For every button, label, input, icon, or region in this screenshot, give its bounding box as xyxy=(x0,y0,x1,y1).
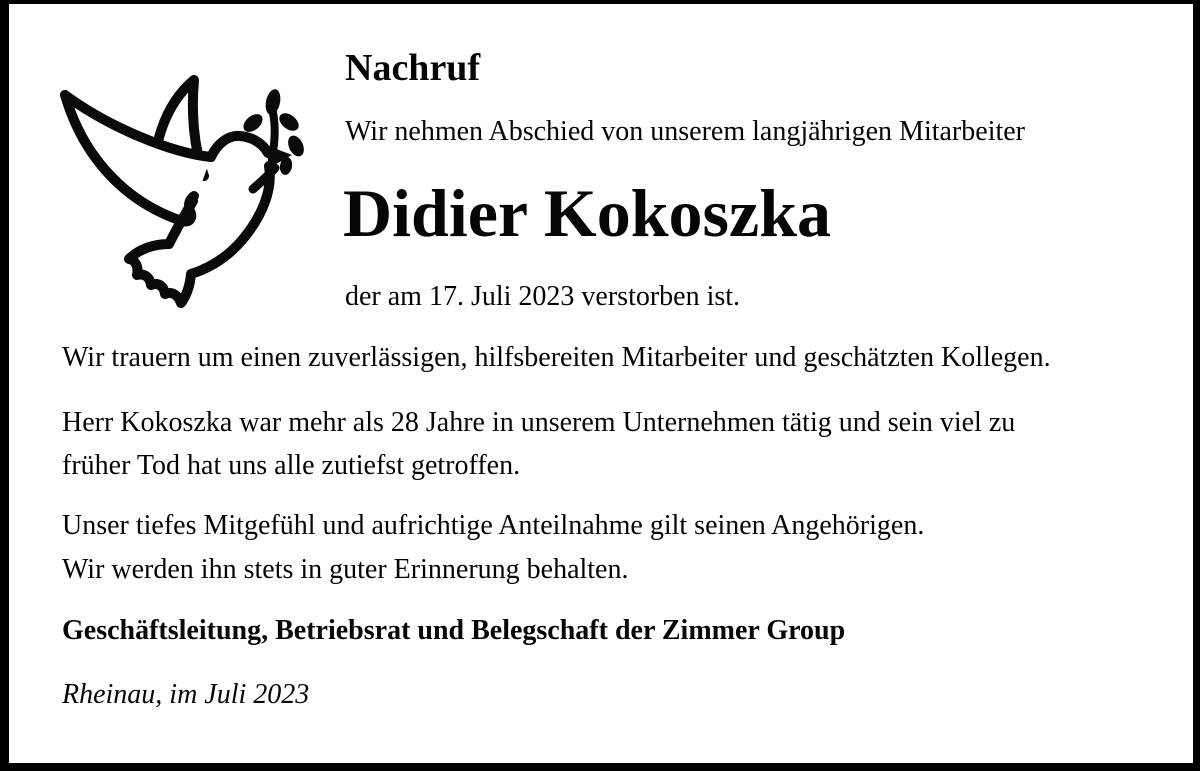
intro-line: Wir nehmen Abschied von unserem langjährigen Mitarbeiter xyxy=(345,116,1025,147)
tenure-paragraph xyxy=(62,401,1015,487)
tenure-line-1: Herr Kokoszka war mehr als 28 Jahre in unserem Unternehmen tätig und sein viel zu xyxy=(62,407,1016,438)
frame-border-right xyxy=(1193,0,1200,771)
notice-title: Nachruf xyxy=(345,47,481,89)
dove-with-olive-branch-icon xyxy=(40,58,310,308)
sympathy-line-1: Unser tiefes Mitgefühl und aufrichtige Anteilnahme gilt seinen Angehörigen. xyxy=(62,510,925,541)
death-date-line: der am 17. Juli 2023 verstorben ist. xyxy=(345,281,741,312)
frame-border-left xyxy=(0,0,9,771)
condolence-paragraph: Wir trauern um einen zuverlässigen, hilfsbereiten Mitarbeiter und geschätzten Kollegen. xyxy=(62,342,1051,373)
place-date-line: Rheinau, im Juli 2023 xyxy=(62,679,310,710)
sympathy-paragraph xyxy=(62,504,924,592)
olive-branch-stem xyxy=(272,108,275,158)
frame-border-bottom xyxy=(0,763,1200,771)
sympathy-line-2: Wir werden ihn stets in guter Erinnerung behalten. xyxy=(62,554,629,585)
dove-icon-svg xyxy=(40,58,310,308)
tenure-line-2: früher Tod hat uns alle zutiefst getroffen. xyxy=(62,450,521,481)
frame-border-top xyxy=(0,0,1200,4)
signature-line: Geschäftsleitung, Betriebsrat und Belegschaft der Zimmer Group xyxy=(62,615,846,646)
deceased-name: Didier Kokoszka xyxy=(343,175,832,251)
